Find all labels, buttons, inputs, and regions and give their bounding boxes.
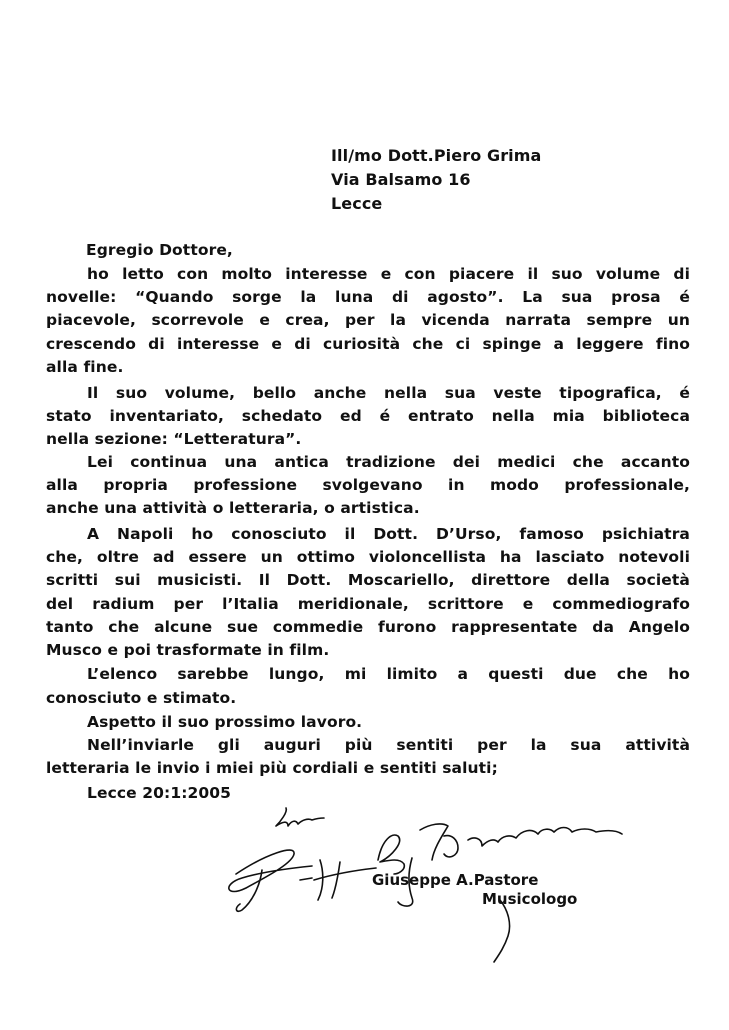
body-line: Aspetto il suo prossimo lavoro. [87, 713, 363, 731]
body-line: Musco e poi trasformate in film. [46, 641, 330, 659]
signature-stroke [494, 900, 510, 962]
body-line: stato inventariato, schedato ed é entrato nella mia biblioteca [46, 407, 690, 425]
recipient-name: Ill/mo Dott.Piero Grima [331, 146, 542, 165]
body-line: letteraria le invio i miei più cordiali e sentiti saluti; [46, 759, 498, 777]
body-line: A Napoli ho conosciuto il Dott. D’Urso, famoso psichiatra [87, 525, 690, 543]
body-line: che, oltre ad essere un ottimo violoncellista ha lasciato notevoli [46, 548, 690, 566]
signature-stroke [300, 878, 312, 880]
body-line: tanto che alcune sue commedie furono rappresentate da Angelo [46, 618, 690, 636]
body-line: Il suo volume, bello anche nella sua veste tipografica, é [87, 384, 690, 402]
body-line: ho letto con molto interesse e con piacere il suo volume di [87, 265, 690, 283]
signature-stroke [468, 828, 622, 847]
body-line: Nell’inviarle gli auguri più sentiti per la sua attività [87, 736, 690, 754]
salutation: Egregio Dottore, [86, 241, 233, 259]
body-line: anche una attività o letteraria, o artistica. [46, 499, 420, 517]
signer-title: Musicologo [482, 890, 578, 908]
body-line: alla fine. [46, 358, 124, 376]
body-line: conosciuto e stimato. [46, 689, 237, 707]
body-line: piacevole, scorrevole e crea, per la vicenda narrata sempre un [46, 311, 690, 329]
body-line: scritti sui musicisti. Il Dott. Moscariello, direttore della società [46, 571, 690, 589]
body-line: del radium per l’Italia meridionale, scrittore e commediografo [46, 595, 690, 613]
body-line: L’elenco sarebbe lungo, mi limito a questi due che ho [87, 665, 690, 683]
body-line: nella sezione: “Letteratura”. [46, 430, 302, 448]
letter-date: Lecce 20:1:2005 [87, 784, 232, 802]
signature-stroke [314, 860, 376, 900]
signature-stroke [276, 808, 324, 826]
recipient-street: Via Balsamo 16 [331, 170, 471, 189]
body-line: novelle: “Quando sorge la luna di agosto”. La sua prosa é [46, 288, 690, 306]
signature-stroke [420, 824, 458, 860]
body-line: crescendo di interesse e di curiosità che ci spinge a leggere fino [46, 335, 690, 353]
signer-name: Giuseppe A.Pastore [372, 871, 539, 889]
body-line: alla propria professione svolgevano in modo professionale, [46, 476, 690, 494]
recipient-city: Lecce [331, 194, 383, 213]
signature-stroke [229, 850, 312, 891]
signature-stroke [378, 835, 404, 874]
body-line: Lei continua una antica tradizione dei medici che accanto [87, 453, 690, 471]
